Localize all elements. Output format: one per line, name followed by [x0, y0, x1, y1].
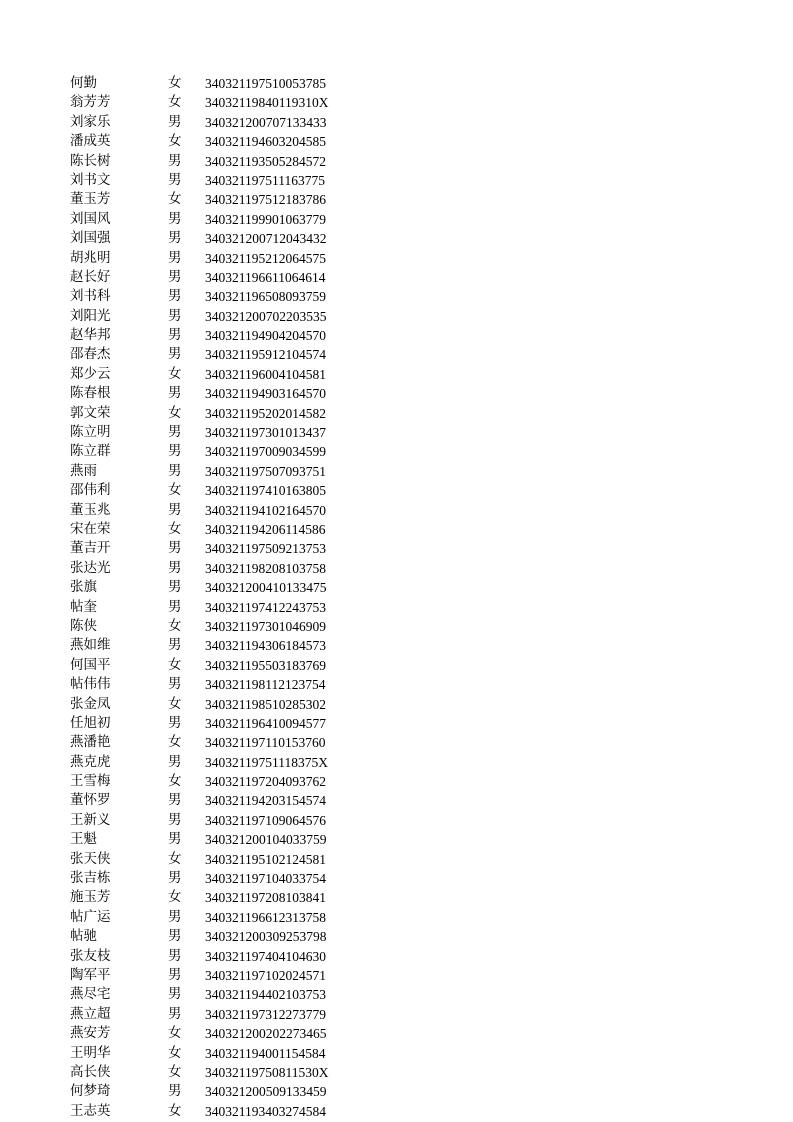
gender-cell: 男 [168, 811, 182, 828]
id-number-cell: 340321197410163805 [205, 483, 326, 499]
gender-cell: 男 [168, 714, 182, 731]
table-row [0, 384, 793, 403]
id-number-cell: 340321197510053785 [205, 76, 326, 91]
name-cell: 王雪梅 [70, 773, 111, 790]
gender-cell: 男 [168, 966, 182, 983]
id-number-cell: 340321200702203535 [205, 308, 327, 324]
gender-cell: 男 [168, 230, 182, 247]
table-row [0, 1082, 793, 1101]
gender-cell: 男 [168, 676, 182, 693]
id-number-cell: 340321200509133459 [205, 1084, 327, 1100]
name-cell: 郑少云 [70, 365, 111, 382]
name-cell: 刘国强 [70, 230, 111, 247]
id-number-cell: 340321196612313758 [205, 909, 326, 925]
table-row [0, 598, 793, 617]
table-row [0, 714, 793, 733]
name-cell: 张天侠 [70, 850, 111, 867]
gender-cell: 男 [168, 113, 182, 130]
table-row [0, 888, 793, 907]
table-row [0, 229, 793, 248]
gender-cell: 男 [168, 579, 182, 596]
name-cell: 刘家乐 [70, 113, 111, 130]
name-cell: 王新义 [70, 811, 111, 828]
id-number-cell: 340321200309253798 [205, 929, 327, 945]
name-cell: 燕立超 [70, 1005, 111, 1022]
id-number-cell: 340321196410094577 [205, 715, 326, 731]
name-cell: 燕尽宅 [70, 986, 111, 1003]
id-number-cell: 34032119750811530X [205, 1064, 329, 1080]
gender-cell: 男 [168, 1083, 182, 1100]
name-cell: 张旗 [70, 579, 97, 596]
gender-cell: 男 [168, 986, 182, 1003]
gender-cell: 男 [168, 908, 182, 925]
gender-cell: 女 [168, 520, 182, 537]
id-number-cell: 340321197109064576 [205, 812, 326, 828]
table-row [0, 578, 793, 597]
table-row [0, 152, 793, 171]
table-row [0, 190, 793, 209]
table-row [0, 772, 793, 791]
table-row [0, 326, 793, 345]
name-cell: 刘阳光 [70, 307, 111, 324]
records-table [0, 74, 793, 1121]
table-row [0, 1063, 793, 1082]
id-number-cell: 340321194306184573 [205, 638, 326, 654]
name-cell: 刘书科 [70, 288, 111, 305]
name-cell: 何梦琦 [70, 1083, 111, 1100]
name-cell: 燕如维 [70, 637, 111, 654]
table-row [0, 210, 793, 229]
table-row [0, 171, 793, 190]
name-cell: 帖伟伟 [70, 676, 111, 693]
id-number-cell: 340321200202273465 [205, 1026, 327, 1042]
table-row [0, 695, 793, 714]
name-cell: 董怀罗 [70, 792, 111, 809]
table-row [0, 462, 793, 481]
gender-cell: 男 [168, 152, 182, 169]
gender-cell: 女 [168, 94, 182, 111]
name-cell: 刘书文 [70, 171, 111, 188]
id-number-cell: 340321197404104630 [205, 948, 326, 964]
id-number-cell: 340321197208103841 [205, 890, 326, 906]
gender-cell: 男 [168, 559, 182, 576]
table-row [0, 132, 793, 151]
table-row [0, 249, 793, 268]
gender-cell: 女 [168, 734, 182, 751]
table-row [0, 947, 793, 966]
name-cell: 燕安芳 [70, 1025, 111, 1042]
name-cell: 赵长好 [70, 268, 111, 285]
table-row [0, 617, 793, 636]
name-cell: 邵春杰 [70, 346, 111, 363]
gender-cell: 女 [168, 617, 182, 634]
records-body [0, 74, 793, 1121]
name-cell: 燕潘艳 [70, 734, 111, 751]
gender-cell: 女 [168, 773, 182, 790]
id-number-cell: 34032119751118375X [205, 754, 328, 770]
id-number-cell: 340321193505284572 [205, 153, 326, 169]
table-row [0, 1044, 793, 1063]
table-row [0, 675, 793, 694]
name-cell: 燕雨 [70, 462, 97, 479]
table-row [0, 733, 793, 752]
table-row [0, 985, 793, 1004]
name-cell: 任旭初 [70, 714, 111, 731]
table-row [0, 830, 793, 849]
name-cell: 王魁 [70, 831, 97, 848]
table-row [0, 287, 793, 306]
table-row [0, 307, 793, 326]
name-cell: 陈立明 [70, 424, 111, 441]
id-number-cell: 340321194903164570 [205, 386, 326, 402]
gender-cell: 女 [168, 695, 182, 712]
table-row [0, 1102, 793, 1121]
name-cell: 帖驰 [70, 928, 97, 945]
table-row [0, 1005, 793, 1024]
id-number-cell: 340321196611064614 [205, 269, 326, 285]
id-number-cell: 340321200707133433 [205, 114, 327, 130]
name-cell: 何勤 [70, 75, 97, 91]
gender-cell: 男 [168, 462, 182, 479]
gender-cell: 女 [168, 404, 182, 421]
gender-cell: 男 [168, 307, 182, 324]
table-row [0, 520, 793, 539]
name-cell: 张友枝 [70, 947, 111, 964]
name-cell: 张达光 [70, 559, 111, 576]
gender-cell: 男 [168, 249, 182, 266]
name-cell: 赵华邦 [70, 327, 111, 344]
table-row [0, 404, 793, 423]
id-number-cell: 340321195212064575 [205, 250, 326, 266]
name-cell: 燕克虎 [70, 753, 111, 770]
table-row [0, 501, 793, 520]
name-cell: 帖广运 [70, 908, 111, 925]
table-row [0, 345, 793, 364]
gender-cell: 女 [168, 1025, 182, 1042]
table-row [0, 93, 793, 112]
id-number-cell: 340321200104033759 [205, 832, 327, 848]
gender-cell: 男 [168, 598, 182, 615]
gender-cell: 男 [168, 753, 182, 770]
gender-cell: 男 [168, 870, 182, 887]
id-number-cell: 340321197412243753 [205, 599, 326, 615]
name-cell: 胡兆明 [70, 249, 111, 266]
id-number-cell: 340321196508093759 [205, 289, 326, 305]
gender-cell: 男 [168, 210, 182, 227]
gender-cell: 男 [168, 928, 182, 945]
name-cell: 陈春根 [70, 385, 111, 402]
gender-cell: 女 [168, 75, 182, 91]
table-row [0, 539, 793, 558]
gender-cell: 男 [168, 540, 182, 557]
gender-cell: 男 [168, 327, 182, 344]
id-number-cell: 340321199901063779 [205, 211, 326, 227]
name-cell: 高长侠 [70, 1063, 111, 1080]
table-row [0, 811, 793, 830]
id-number-cell: 340321197009034599 [205, 444, 326, 460]
table-row [0, 423, 793, 442]
name-cell: 董吉开 [70, 540, 111, 557]
name-cell: 董玉兆 [70, 501, 111, 518]
id-number-cell: 340321194904204570 [205, 328, 326, 344]
gender-cell: 女 [168, 889, 182, 906]
id-number-cell: 340321196004104581 [205, 366, 326, 382]
gender-cell: 男 [168, 501, 182, 518]
gender-cell: 女 [168, 133, 182, 150]
name-cell: 刘国风 [70, 210, 111, 227]
id-number-cell: 340321194001154584 [205, 1045, 326, 1061]
id-number-cell: 340321198208103758 [205, 560, 326, 576]
name-cell: 何国平 [70, 656, 111, 673]
gender-cell: 女 [168, 850, 182, 867]
table-row [0, 966, 793, 985]
id-number-cell: 340321200712043432 [205, 231, 327, 247]
id-number-cell: 340321194102164570 [205, 502, 326, 518]
table-row [0, 908, 793, 927]
table-row [0, 791, 793, 810]
name-cell: 陶军平 [70, 966, 111, 983]
name-cell: 陈立群 [70, 443, 111, 460]
id-number-cell: 340321197512183786 [205, 192, 326, 208]
table-row [0, 74, 793, 93]
table-row [0, 753, 793, 772]
table-row [0, 442, 793, 461]
id-number-cell: 340321195503183769 [205, 657, 326, 673]
gender-cell: 男 [168, 288, 182, 305]
id-number-cell: 340321195102124581 [205, 851, 326, 867]
id-number-cell: 340321197301046909 [205, 618, 326, 634]
id-number-cell: 340321197110153760 [205, 735, 326, 751]
id-number-cell: 340321197301013437 [205, 425, 326, 441]
table-row [0, 636, 793, 655]
name-cell: 王志英 [70, 1102, 111, 1119]
id-number-cell: 340321195912104574 [205, 347, 326, 363]
gender-cell: 女 [168, 1063, 182, 1080]
id-number-cell: 340321194603204585 [205, 134, 326, 150]
gender-cell: 男 [168, 385, 182, 402]
table-row [0, 268, 793, 287]
name-cell: 施玉芳 [70, 889, 111, 906]
id-number-cell: 340321197509213753 [205, 541, 326, 557]
id-number-cell: 34032119840119310X [205, 95, 329, 111]
table-row [0, 656, 793, 675]
name-cell: 陈侠 [70, 617, 97, 634]
gender-cell: 男 [168, 831, 182, 848]
gender-cell: 男 [168, 792, 182, 809]
id-number-cell: 340321197204093762 [205, 774, 326, 790]
name-cell: 帖奎 [70, 598, 97, 615]
gender-cell: 男 [168, 268, 182, 285]
gender-cell: 女 [168, 1102, 182, 1119]
name-cell: 潘成英 [70, 133, 111, 150]
id-number-cell: 340321197507093751 [205, 463, 326, 479]
table-row [0, 927, 793, 946]
table-row [0, 113, 793, 132]
id-number-cell: 340321193403274584 [205, 1103, 326, 1119]
name-cell: 陈长树 [70, 152, 111, 169]
id-number-cell: 340321194206114586 [205, 521, 326, 537]
gender-cell: 女 [168, 1044, 182, 1061]
id-number-cell: 340321198112123754 [205, 677, 326, 693]
id-number-cell: 340321197511163775 [205, 172, 325, 188]
gender-cell: 男 [168, 947, 182, 964]
table-row [0, 1024, 793, 1043]
name-cell: 张吉栋 [70, 870, 111, 887]
id-number-cell: 340321197104033754 [205, 871, 326, 887]
id-number-cell: 340321198510285302 [205, 696, 326, 712]
name-cell: 翁芳芳 [70, 94, 111, 111]
gender-cell: 女 [168, 656, 182, 673]
name-cell: 郭文荣 [70, 404, 111, 421]
name-cell: 董玉芳 [70, 191, 111, 208]
gender-cell: 男 [168, 424, 182, 441]
gender-cell: 男 [168, 637, 182, 654]
gender-cell: 女 [168, 365, 182, 382]
gender-cell: 男 [168, 171, 182, 188]
id-number-cell: 340321194203154574 [205, 793, 326, 809]
table-row [0, 850, 793, 869]
name-cell: 宋在荣 [70, 520, 111, 537]
name-cell: 邵伟利 [70, 482, 111, 499]
table-row [0, 869, 793, 888]
gender-cell: 男 [168, 346, 182, 363]
gender-cell: 男 [168, 1005, 182, 1022]
gender-cell: 女 [168, 191, 182, 208]
id-number-cell: 340321197312273779 [205, 1006, 326, 1022]
id-number-cell: 340321194402103753 [205, 987, 326, 1003]
id-number-cell: 340321195202014582 [205, 405, 326, 421]
gender-cell: 女 [168, 482, 182, 499]
table-row [0, 559, 793, 578]
table-row [0, 365, 793, 384]
table-row [0, 481, 793, 500]
id-number-cell: 340321197102024571 [205, 967, 326, 983]
name-cell: 张金凤 [70, 695, 111, 712]
id-number-cell: 340321200410133475 [205, 580, 327, 596]
gender-cell: 男 [168, 443, 182, 460]
name-cell: 王明华 [70, 1044, 111, 1061]
